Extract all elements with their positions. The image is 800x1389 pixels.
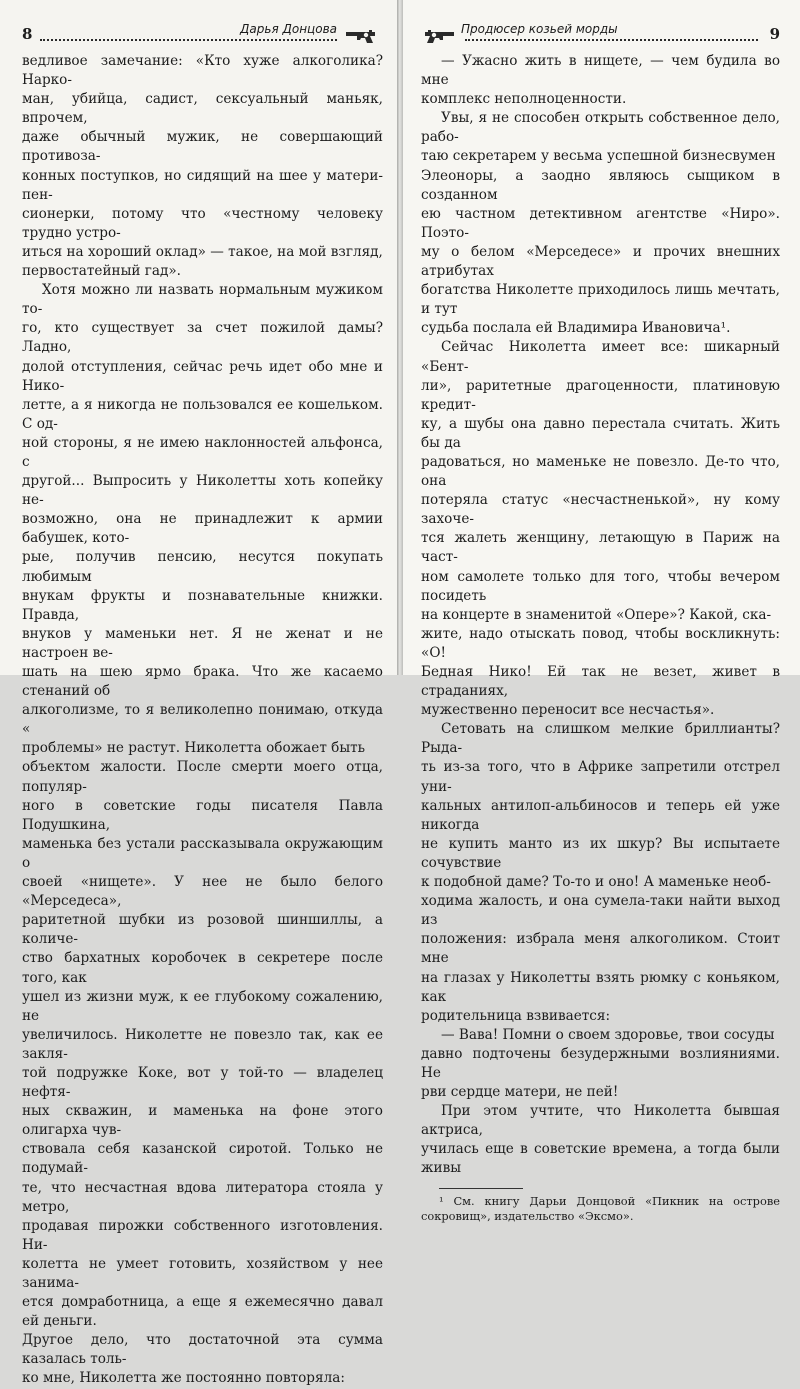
- text-line: родительница взвивается:: [421, 1007, 611, 1024]
- text-line: конных поступков, но сидящий на шее у матери-пен-: [22, 167, 383, 203]
- text-line: комплекс неполноценности.: [421, 91, 627, 108]
- text-line: ею частном детективном агентстве «Ниро». Поэто-: [421, 205, 780, 241]
- text-line: рви сердце матери, не пей!: [421, 1084, 619, 1101]
- text-line: жите, надо отыскать повод, чтобы воскликнуть: «О!: [421, 625, 780, 661]
- text-line: ходима жалость, и она сумела-таки найти выход из: [421, 893, 780, 929]
- text-line: ется домработница, а еще я ежемесячно давал ей деньги.: [22, 1294, 383, 1330]
- text-line: Хотя можно ли назвать нормальным мужиком то-: [22, 282, 383, 318]
- text-line: ного в советские годы писателя Павла Подушкина,: [22, 797, 383, 833]
- text-line: продавая пирожки собственного изготовления. Ни-: [22, 1217, 383, 1253]
- text-line: алкоголизме, то я великолепно понимаю, откуда «: [22, 702, 383, 738]
- text-line: богатства Николетте приходилось лишь мечтать, и тут: [421, 282, 780, 318]
- revolver-icon: [419, 28, 455, 44]
- left-running-title: Дарья Донцова: [240, 22, 337, 36]
- text-line: положения: избрала меня алкоголиком. Стоит мне: [421, 931, 780, 967]
- right-running-title: Продюсер козьей морды: [461, 22, 618, 36]
- text-line: первостатейный гад».: [22, 263, 182, 280]
- text-line: увеличилось. Николетте не повезло так, как ее закля-: [22, 1026, 383, 1062]
- text-line: объектом жалости. После смерти моего отца, популяр-: [22, 759, 383, 795]
- text-line: к подобной даме? То-то и оно! А маменьке необ-: [421, 874, 771, 891]
- text-line: раритетной шубки из розовой шиншиллы, а количе-: [22, 912, 383, 948]
- text-line: Бедная Нико! Ей так не везет, живет в страданиях,: [421, 664, 780, 700]
- left-page-number: 8: [22, 25, 33, 43]
- text-line: своей «нищете». У нее не было белого «Мерседеса»,: [22, 874, 383, 910]
- text-line: училась еще в советские времена, а тогда были живы: [421, 1141, 780, 1177]
- text-line: долой отступления, сейчас речь идет обо мне и Нико-: [22, 358, 383, 394]
- text-line: ман, убийца, садист, сексуальный маньяк, впрочем,: [22, 91, 383, 127]
- text-line: тся жалеть женщину, летающую в Париж на част-: [421, 530, 780, 566]
- text-line: ли», раритетные драгоценности, платиновую кредит-: [421, 377, 780, 413]
- text-line: маменька без устали рассказывала окружающим о: [22, 835, 383, 871]
- text-line: ной стороны, я не имею наклонностей альфонса, с: [22, 434, 383, 470]
- text-line: мужественно переносит все несчастья».: [421, 702, 715, 719]
- text-line: му о белом «Мерседесе» и прочих внешних атрибутах: [421, 243, 780, 280]
- header-dotted-rule: [465, 39, 758, 41]
- text-line: ном самолете только для того, чтобы вечером посидеть: [421, 568, 780, 604]
- text-line: ко мне, Николетта же постоянно повторяла:: [22, 1370, 345, 1387]
- text-line: ть из-за того, что в Африке запретили отстрел уни-: [421, 759, 780, 795]
- text-line: Увы, я не способен открыть собственное дело, рабо-: [421, 110, 780, 146]
- left-page-body: [22, 52, 383, 1389]
- text-line: рые, получив пенсию, несутся покупать любимым: [22, 549, 383, 585]
- revolver-icon: [345, 28, 381, 44]
- text-line: сионерки, потому что «честному человеку трудно устро-: [22, 205, 383, 241]
- text-line: судьба послала ей Владимира Ивановича¹.: [421, 320, 731, 337]
- right-running-header: [421, 22, 780, 46]
- text-line: колетта не умеет готовить, хозяйством у нее занима-: [22, 1255, 383, 1291]
- text-line: проблемы» не растут. Николетта обожает быть: [22, 740, 366, 757]
- text-line: внуков у маменьки нет. Я не женат и не настроен ве-: [22, 625, 383, 661]
- text-line: летте, а я никогда не пользовался ее кошельком. С од-: [22, 396, 383, 432]
- text-line: ство бархатных коробочек в секретере после того, как: [22, 950, 383, 986]
- text-line: те, что несчастная вдова литератора стояла у метро,: [22, 1179, 383, 1215]
- text-line: той подружке Коке, вот у той-то — владелец нефтя-: [22, 1064, 383, 1101]
- text-line: на концерте в знаменитой «Опере»? Какой, ска-: [421, 606, 772, 623]
- left-page: [0, 0, 397, 1387]
- text-line: го, кто существует за счет пожилой дамы? Ладно,: [22, 320, 383, 356]
- text-line: таю секретарем у весьма успешной бизнесвумен: [421, 148, 776, 165]
- right-page: [403, 0, 800, 1223]
- text-line: не купить манто из их шкур? Вы испытаете сочувствие: [421, 835, 780, 871]
- text-line: ведливое замечание: «Кто хуже алкоголика? Нарко-: [22, 53, 383, 89]
- text-line: Сейчас Николетта имеет все: шикарный «Бент-: [421, 339, 780, 375]
- text-line: шать на шею ярмо брака. Что же касаемо стенаний об: [22, 664, 383, 700]
- text-line: Другое дело, что достаточной эта сумма казалась толь-: [22, 1332, 383, 1368]
- text-line: иться на хороший оклад» — такое, на мой взгляд,: [22, 243, 383, 260]
- text-line: внукам фрукты и познавательные книжки. Правда,: [22, 587, 383, 623]
- text-line: ушел из жизни муж, к ее глубокому сожалению, не: [22, 988, 383, 1024]
- text-line: кальных антилоп-альбиносов и теперь ей уже никогда: [421, 797, 780, 833]
- footnote-divider: [439, 1188, 523, 1189]
- text-line: Сетовать на слишком мелкие бриллианты? Рыда-: [421, 721, 780, 757]
- text-line: давно подточены безудержными возлияниями. Не: [421, 1045, 780, 1081]
- left-running-header: [22, 22, 383, 46]
- header-dotted-rule: [40, 39, 337, 41]
- text-line: Элеоноры, а заодно являюсь сыщиком в созданном: [421, 167, 780, 203]
- right-page-number: 9: [769, 25, 780, 43]
- text-line: ных скважин, и маменька на фоне этого олигарха чув-: [22, 1103, 383, 1139]
- text-line: возможно, она не принадлежит к армии бабушек, кото-: [22, 511, 383, 547]
- text-line: на глазах у Николетты взять рюмку с коньяком, как: [421, 969, 780, 1005]
- text-line: ку, а шубы она давно перестала считать. Жить бы да: [421, 415, 780, 451]
- right-page-body: [421, 52, 780, 1179]
- text-line: даже обычный мужик, не совершающий противоза-: [22, 129, 383, 165]
- text-line: — Вава! Помни о своем здоровье, твои сосуды: [441, 1026, 775, 1043]
- text-line: — Ужасно жить в нищете, — чем будила во мне: [421, 53, 780, 89]
- text-line: При этом учтите, что Николетта бывшая актриса,: [421, 1103, 780, 1139]
- footnote: ¹ См. книгу Дарьи Донцовой «Пикник на острове сокровищ», издательство «Эксмо».: [421, 1193, 780, 1223]
- text-line: другой... Выпросить у Николетты хоть копейку не-: [22, 473, 383, 509]
- text-line: потеряла статус «несчастненькой», ну кому захоче-: [421, 492, 780, 528]
- text-line: радоваться, но маменьке не повезло. Де-то что, она: [421, 453, 780, 490]
- text-line: ствовала себя казанской сиротой. Только не подумай-: [22, 1141, 383, 1177]
